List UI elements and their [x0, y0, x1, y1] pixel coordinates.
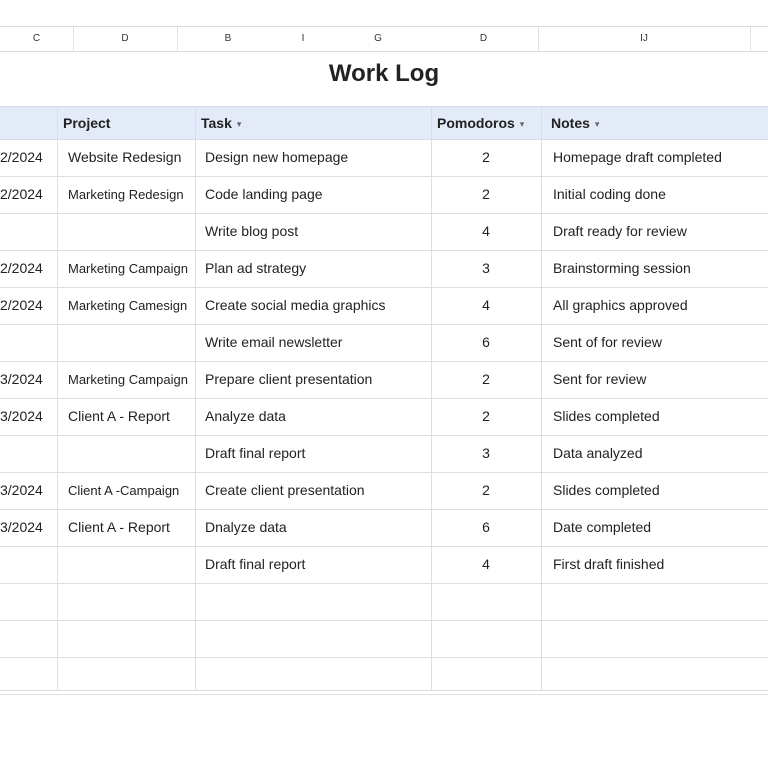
table-row: [0, 509, 768, 547]
cell-task[interactable]: Write email newsletter: [205, 334, 343, 350]
sheet-title: Work Log: [328, 60, 440, 87]
cell-pomodoros[interactable]: [431, 620, 541, 657]
cell-project[interactable]: [68, 546, 193, 583]
cell-task[interactable]: Plan ad strategy: [205, 260, 307, 276]
cell-project[interactable]: [68, 583, 193, 620]
cell-date[interactable]: 2/2024: [0, 260, 43, 276]
cell-notes[interactable]: Draft ready for review: [553, 223, 687, 239]
filter-caret-icon[interactable]: ▾: [594, 119, 600, 130]
header-pomodoros-label: Pomodoros: [437, 115, 515, 131]
table-row: [0, 287, 768, 325]
cell-notes[interactable]: [553, 620, 768, 657]
cell-project[interactable]: Marketing Campaign: [68, 372, 188, 387]
table-row: [0, 213, 768, 251]
header-pomodoros[interactable]: [437, 107, 524, 139]
cell-task[interactable]: Create social media graphics: [205, 297, 386, 313]
cell-pomodoros[interactable]: [431, 583, 541, 620]
cell-task[interactable]: Write blog post: [205, 223, 299, 239]
cell-notes[interactable]: Slides completed: [553, 482, 660, 498]
table-row: [0, 250, 768, 288]
cell-project[interactable]: Client A - Report: [68, 519, 170, 535]
cell-task[interactable]: Analyze data: [205, 408, 286, 424]
table-row: [0, 361, 768, 399]
table-header-row: [0, 106, 768, 140]
cell-task[interactable]: [205, 583, 427, 620]
table-row: [0, 176, 768, 214]
cell-task[interactable]: Draft final report: [205, 445, 306, 461]
cell-notes[interactable]: Sent of for review: [553, 334, 662, 350]
header-notes-label: Notes: [551, 115, 590, 131]
cell-project[interactable]: Client A - Report: [68, 408, 170, 424]
cell-date[interactable]: 2/2024: [0, 186, 43, 202]
table-row: [0, 139, 768, 177]
cell-notes[interactable]: Sent for review: [553, 371, 647, 387]
column-letter-c[interactable]: C: [0, 27, 74, 51]
table-row: [0, 398, 768, 436]
cell-notes[interactable]: Initial coding done: [553, 186, 666, 202]
header-task[interactable]: [201, 107, 241, 139]
cell-pomodoros[interactable]: 2: [482, 482, 490, 498]
cell-notes[interactable]: Homepage draft completed: [553, 149, 722, 165]
cell-task[interactable]: Create client presentation: [205, 482, 365, 498]
cell-pomodoros[interactable]: 3: [482, 445, 490, 461]
cell-date[interactable]: [0, 657, 55, 694]
column-letter-d2[interactable]: D: [429, 27, 539, 51]
cell-pomodoros[interactable]: 4: [482, 556, 490, 572]
cell-pomodoros[interactable]: 6: [482, 334, 490, 350]
cell-task[interactable]: [205, 657, 427, 694]
column-letter-b[interactable]: B: [224, 33, 232, 44]
filter-caret-icon[interactable]: ▾: [519, 119, 525, 130]
cell-pomodoros[interactable]: 4: [482, 223, 490, 239]
table-row: [0, 620, 768, 658]
table-row: [0, 546, 768, 584]
cell-notes[interactable]: Brainstorming session: [553, 260, 691, 276]
cell-project[interactable]: Marketing Redesign: [68, 187, 184, 202]
filter-caret-icon[interactable]: ▾: [236, 119, 242, 130]
cell-pomodoros[interactable]: 2: [482, 186, 490, 202]
header-task-label: Task: [201, 115, 232, 131]
cell-date[interactable]: [0, 213, 55, 250]
cell-date[interactable]: [0, 435, 55, 472]
column-letter-d[interactable]: D: [73, 27, 178, 51]
cell-pomodoros[interactable]: [431, 657, 541, 694]
cell-notes[interactable]: Data analyzed: [553, 445, 643, 461]
cell-project[interactable]: Website Redesign: [68, 149, 182, 165]
cell-project[interactable]: [68, 213, 193, 250]
column-letter-g[interactable]: G: [374, 33, 382, 44]
cell-project[interactable]: [68, 435, 193, 472]
table-row: [0, 583, 768, 621]
cell-date[interactable]: 3/2024: [0, 519, 43, 535]
table-row: [0, 324, 768, 362]
cell-notes[interactable]: All graphics approved: [553, 297, 688, 313]
cell-pomodoros[interactable]: 3: [482, 260, 490, 276]
cell-date[interactable]: 3/2024: [0, 408, 43, 424]
cell-date[interactable]: 3/2024: [0, 371, 43, 387]
cell-project[interactable]: Marketing Camesign: [68, 298, 188, 313]
cell-project[interactable]: [68, 657, 193, 694]
cell-pomodoros[interactable]: 6: [482, 519, 490, 535]
cell-notes[interactable]: Slides completed: [553, 408, 660, 424]
cell-notes[interactable]: [553, 583, 768, 620]
cell-date[interactable]: [0, 583, 55, 620]
cell-pomodoros[interactable]: 2: [482, 371, 490, 387]
cell-project[interactable]: [68, 324, 193, 361]
column-letter-ij[interactable]: IJ: [538, 27, 751, 51]
cell-date[interactable]: [0, 546, 55, 583]
cell-pomodoros[interactable]: 2: [482, 408, 490, 424]
cell-project[interactable]: [68, 620, 193, 657]
cell-notes[interactable]: [553, 657, 768, 694]
cell-date[interactable]: 2/2024: [0, 149, 43, 165]
cell-date[interactable]: [0, 620, 55, 657]
cell-pomodoros[interactable]: 2: [482, 149, 490, 165]
header-project[interactable]: Project: [63, 115, 111, 131]
cell-project[interactable]: Marketing Campaign: [68, 261, 188, 276]
cell-date[interactable]: 2/2024: [0, 297, 43, 313]
cell-task[interactable]: Prepare client presentation: [205, 371, 373, 387]
cell-task[interactable]: Dnalyze data: [205, 519, 287, 535]
cell-task[interactable]: Draft final report: [205, 556, 306, 572]
cell-task[interactable]: Design new homepage: [205, 149, 349, 165]
table-bottom-border: [0, 690, 768, 691]
header-notes[interactable]: [551, 107, 599, 139]
table-row: [0, 472, 768, 510]
cell-project[interactable]: Client A -Campaign: [68, 483, 180, 498]
cell-task[interactable]: [205, 620, 427, 657]
cell-notes[interactable]: First draft finished: [553, 556, 665, 572]
cell-date[interactable]: [0, 324, 55, 361]
column-header-bar: [0, 26, 768, 52]
cell-pomodoros[interactable]: 4: [482, 297, 490, 313]
cell-task[interactable]: Code landing page: [205, 186, 323, 202]
table-row: [0, 435, 768, 473]
column-letter-i[interactable]: I: [301, 33, 305, 44]
cell-notes[interactable]: Date completed: [553, 519, 652, 535]
cell-date[interactable]: 3/2024: [0, 482, 43, 498]
